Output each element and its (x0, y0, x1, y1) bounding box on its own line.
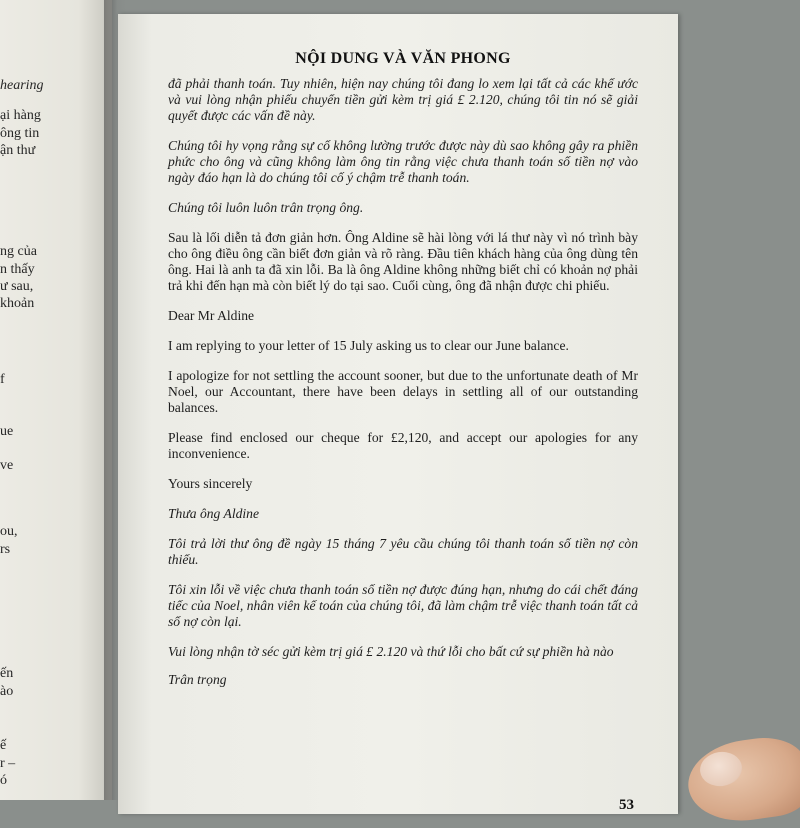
letter-closing: Trân trọng (168, 672, 227, 687)
page-content (168, 50, 638, 702)
paragraph: Chúng tôi luôn luôn trân trọng ông. (168, 200, 364, 215)
left-page-fragment: ư sau, (0, 279, 34, 294)
page-heading: NỘI DUNG VÀ VĂN PHONG (295, 50, 511, 67)
left-page-fragment: ến (0, 666, 14, 681)
paragraph: Tôi xin lỗi về việc chưa thanh toán số tiền nợ được đúng hạn, nhưng do cái chết đáng tiếc của Noel, nhân viên kế toán của chúng tôi, đã làm chậm trễ việc thanh toán tất cả số nợ còn lại. (168, 582, 638, 629)
left-page-fragment: ue (0, 424, 14, 439)
book-page (118, 14, 678, 814)
paragraph: Chúng tôi hy vọng rằng sự cố không lường trước được này dù sao không gây ra phiền phức cho ông và cũng không làm ông tin rằng việc chưa thanh toán số tiền nợ vào ngày đáo hạn là do chúng tôi cố ý chậm trễ thanh toán. (168, 138, 638, 185)
left-page-fragment: ào (0, 684, 14, 699)
paragraph: Please find enclosed our cheque for £2,120, and accept our apologies for any inconvenience. (168, 430, 638, 461)
left-page-fragment: rs (0, 542, 11, 557)
page-number: 53 (619, 797, 634, 813)
paragraph: Tôi trả lời thư ông đề ngày 15 tháng 7 yêu cầu chúng tôi thanh toán số tiền nợ còn thiếu. (168, 536, 638, 567)
paragraph: Sau là lối diễn tả đơn giản hơn. Ông Aldine sẽ hài lòng với lá thư này vì nó trình bày cho ông điều ông cần biết đơn giản và rõ ràng. Đầu tiên khách hàng của ông dùng tên ông. Hai là anh ta đã xin lỗi. Ba là ông Aldine không những biết chỉ có khoản nợ phải trả khi đến hạn mà còn biết lý do tại sao. Cuối cùng, ông đã nhận được chi phiếu. (168, 230, 638, 293)
left-page-fragment: ve (0, 458, 14, 473)
left-page-fragment: ế (0, 738, 7, 753)
letter-salutation: Thưa ông Aldine (168, 506, 259, 521)
left-page-fragment: n thấy (0, 262, 35, 277)
paragraph: I am replying to your letter of 15 July asking us to clear our June balance. (168, 338, 569, 353)
left-page-fragment: khoản (0, 296, 35, 311)
left-page-fragment: hearing (0, 78, 44, 93)
left-page-fragment: ou, (0, 524, 18, 539)
left-page-fragment: ông tin (0, 126, 40, 141)
paragraph: đã phải thanh toán. Tuy nhiên, hiện nay chúng tôi đang lo xem lại tất cả các khế ước và vui lòng nhận phiếu chuyển tiền gửi kèm trị giá £ 2.120, chúng tôi tin nó sẽ giải quyết được các vấn đề này. (168, 76, 638, 123)
left-page-fragment: ại hàng (0, 108, 41, 123)
left-page-fragment: ó (0, 773, 7, 788)
letter-closing: Yours sincerely (168, 476, 253, 491)
left-page (0, 0, 112, 800)
thumb (683, 732, 800, 828)
paragraph: I apologize for not settling the account sooner, but due to the unfortunate death of Mr Noel, our Accountant, there have been delays in settling all of our outstanding balances. (168, 368, 638, 415)
left-page-fragment: ận thư (0, 143, 36, 158)
paragraph: Vui lòng nhận tờ séc gửi kèm trị giá £ 2.120 và thứ lỗi cho bất cứ sự phiền hà nào (168, 644, 614, 659)
left-page-fragment: ng của (0, 244, 37, 259)
left-page-fragment: f (0, 372, 5, 387)
letter-salutation: Dear Mr Aldine (168, 308, 255, 323)
left-page-fragment: r – (0, 756, 16, 771)
